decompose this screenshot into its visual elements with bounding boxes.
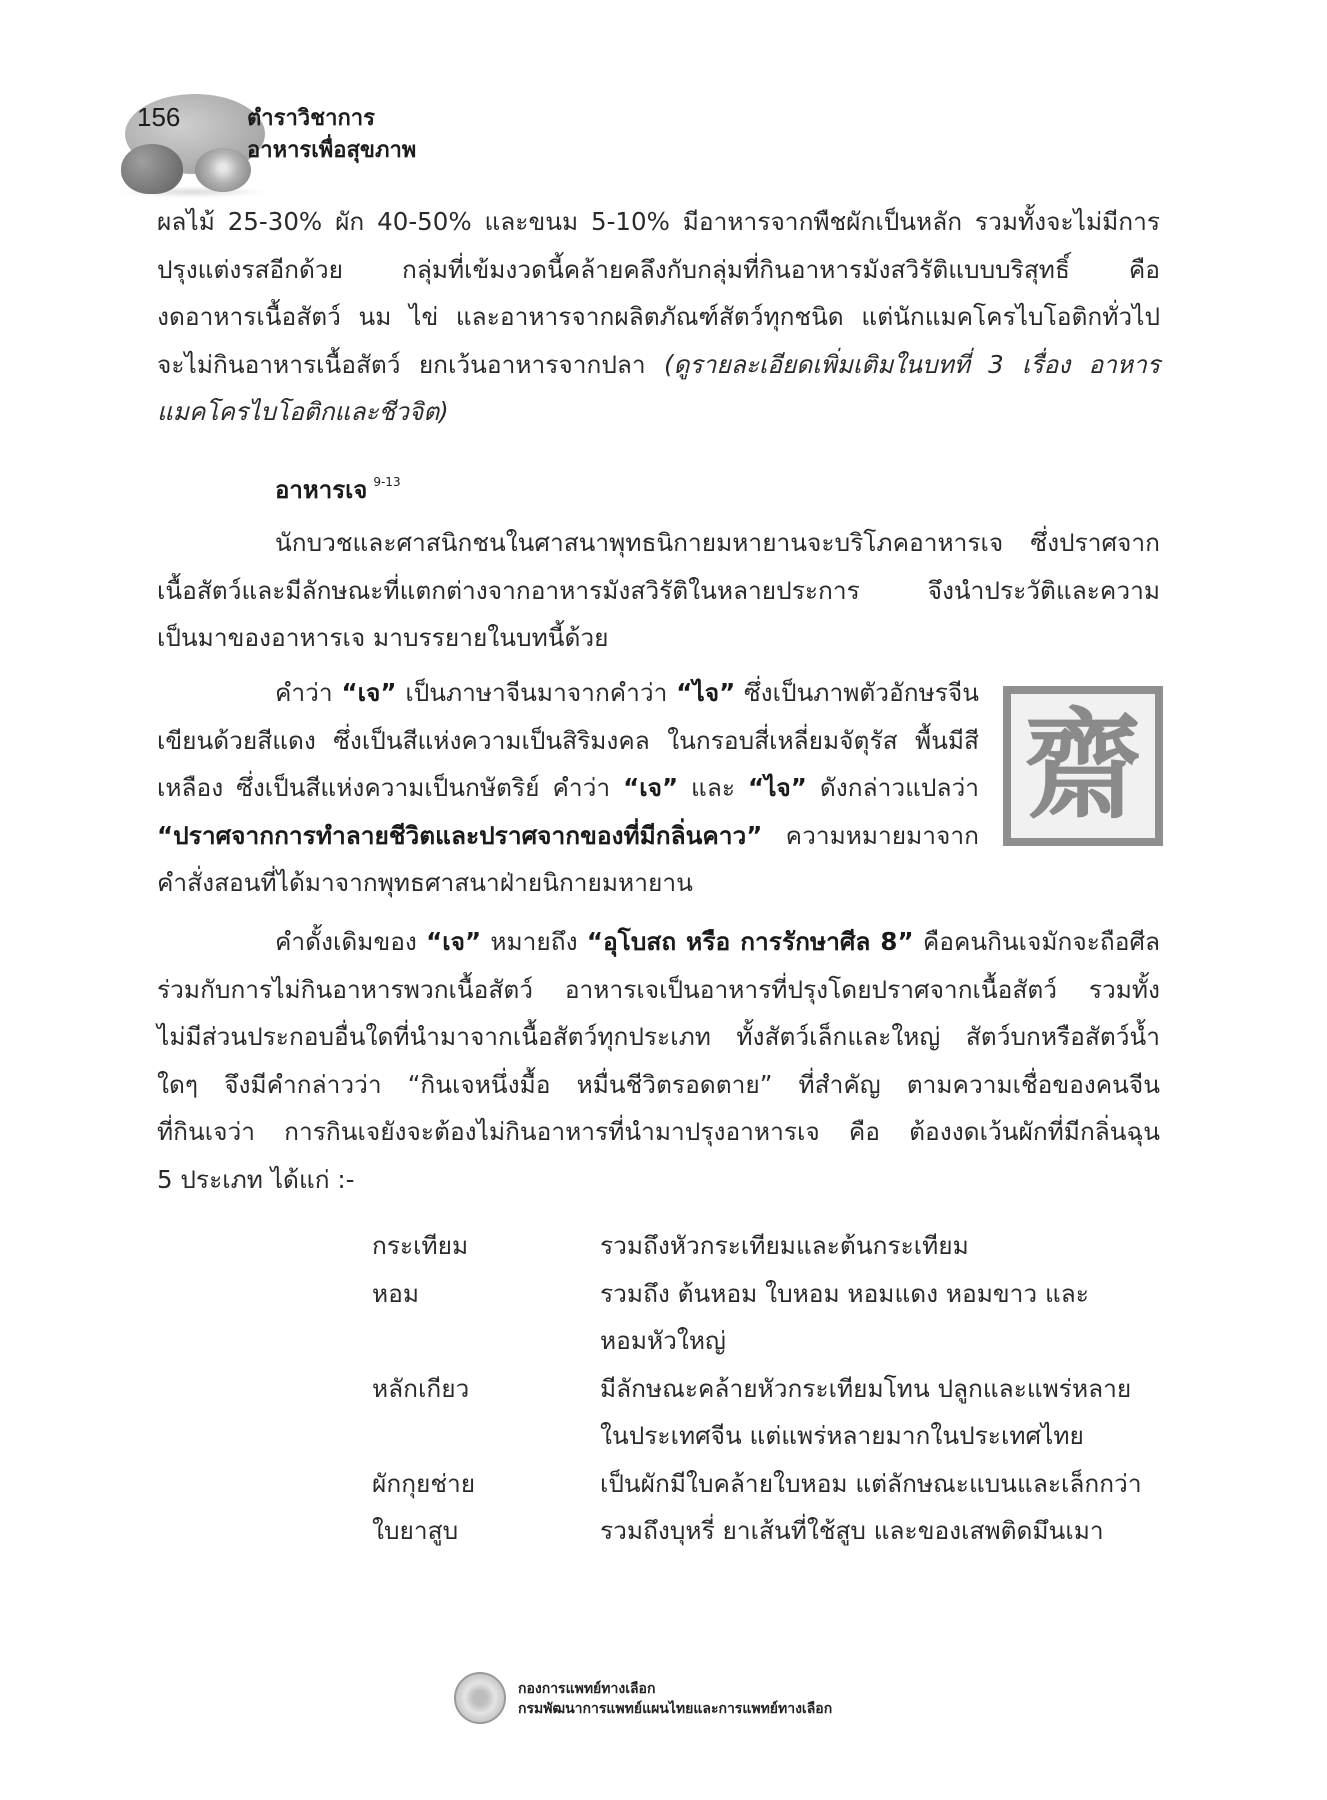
text-line: เนื้อสัตว์และมีลักษณะที่แตกต่างจากอาหารมังสวิรัติในหลายประการ จึงนำประวัติและความ <box>157 575 1160 605</box>
description-line: เป็นผักมีใบคล้ายใบหอม แต่ลักษณะแบนและเล็กกว่า <box>600 1468 1142 1498</box>
text-span: และ <box>678 773 748 802</box>
vegetable-term: ผักกุยช่าย <box>372 1468 476 1498</box>
description-line: รวมถึง ต้นหอม ใบหอม หอมแดง หอมขาว และ <box>600 1278 1089 1308</box>
page-number: 156 <box>137 102 181 132</box>
text-line <box>157 341 1160 389</box>
text-line: ที่กินเจว่า การกินเจยังจะต้องไม่กินอาหารที่นำมาปรุงอาหารเจ คือ ต้องงดเว้นผักที่มีกลิ่นฉุน <box>157 1117 1160 1146</box>
vegetable-description <box>600 1507 1180 1555</box>
list-item <box>372 1507 1180 1555</box>
text-line: ใดๆ จึงมีคำกล่าวว่า “กินเจหนึ่งมื้อ หมื่นชีวิตรอดตาย” ที่สำคัญ ตามความเชื่อของคนจีน <box>157 1069 1160 1099</box>
bold-definition: “ปราศจากการทำลายชีวิตและปราศจากของที่มีกลิ่นคาว” <box>157 820 763 850</box>
book-title-line2: อาหารเพื่อสุขภาพ <box>247 137 417 162</box>
text-span: ดังกล่าวแปลว่า <box>806 773 979 802</box>
bold-term: “เจ” <box>341 678 397 707</box>
text-line: นักบวชและศาสนิกชนในศาสนาพุทธนิกายมหายานจะบริโภคอาหารเจ ซึ่งปราศจาก <box>275 528 1160 557</box>
text-line: 5 ประเภท ได้แก่ :- <box>157 1164 355 1194</box>
text-span: ความหมายมาจาก <box>762 820 979 850</box>
list-item <box>372 1222 1180 1270</box>
book-title-line1: ตำราวิชาการ <box>247 105 375 130</box>
tomato-icon <box>121 144 183 194</box>
text-line: คำสั่งสอนที่ได้มาจากพุทธศาสนาฝ่ายนิกายมหายาน <box>157 868 693 897</box>
description-line: รวมถึงบุหรี่ ยาเส้นที่ใช้สูบ และของเสพติดมึนเมา <box>600 1516 1104 1545</box>
vegetable-term: หอม <box>372 1278 420 1308</box>
vegetable-description <box>600 1365 1180 1460</box>
reference-superscript: 9-13 <box>373 475 401 489</box>
department-seal-icon <box>454 1672 506 1724</box>
text-line <box>157 669 979 717</box>
bold-term: “ไจ” <box>748 773 807 802</box>
text-line: ผลไม้ 25-30% ผัก 40-50% และขนม 5-10% มีอาหารจากพืชผักเป็นหลัก รวมทั้งจะไม่มีการ <box>157 207 1160 236</box>
section-heading <box>275 470 401 509</box>
text-line <box>157 764 979 812</box>
text-line: ปรุงแต่งรสอีกด้วย กลุ่มที่เข้มงวดนี้คล้ายคลึงกับกลุ่มที่กินอาหารมังสวิรัติแบบบริสุทธิ์ คือ <box>157 254 1160 284</box>
vegetable-term: ใบยาสูบ <box>372 1516 459 1545</box>
bold-term: “ไจ” <box>676 678 736 707</box>
book-title <box>247 102 416 166</box>
chinese-character-figure <box>1003 686 1163 846</box>
paragraph-2 <box>157 669 979 907</box>
description-line: รวมถึงหัวกระเทียมและต้นกระเทียม <box>600 1231 969 1260</box>
list-item <box>372 1270 1180 1365</box>
bold-term: “เจ” <box>623 773 679 802</box>
text-span: คือคนกินเจมักจะถือศีล <box>913 927 1161 956</box>
vegetable-term: หลักเกียว <box>372 1373 470 1403</box>
list-item <box>372 1460 1180 1508</box>
character-frame <box>1011 694 1155 838</box>
description-line: มีลักษณะคล้ายหัวกระเทียมโทน ปลูกและแพร่หลาย <box>600 1373 1132 1403</box>
text-line: เป็นมาของอาหารเจ มาบรรยายในบทนี้ด้วย <box>157 623 609 652</box>
organization-line2: กรมพัฒนาการแพทย์แผนไทยและการแพทย์ทางเลือก <box>518 1700 833 1716</box>
intro-paragraph <box>157 198 1160 436</box>
text-line: งดอาหารเนื้อสัตว์ นม ไข่ และอาหารจากผลิตภัณฑ์สัตว์ทุกชนิด แต่นักแมคโครไบโอติกทั่วไป <box>157 302 1160 331</box>
section-heading-text: อาหารเจ <box>275 476 368 504</box>
organization-line1: กองการแพทย์ทางเลือก <box>518 1680 656 1696</box>
text-span: เป็นภาษาจีนมาจากคำว่า <box>396 678 677 707</box>
bold-term: “เจ” <box>426 927 482 956</box>
cross-reference-cont: แมคโครไบโอติกและชีวจิต) <box>157 397 449 426</box>
vegetable-description <box>600 1270 1180 1365</box>
text-line <box>157 918 1160 966</box>
text-line: ร่วมกับการไม่กินอาหารพวกเนื้อสัตว์ อาหารเจเป็นอาหารที่ปรุงโดยปราศจากเนื้อสัตว์ รวมทั้ง <box>157 974 1160 1004</box>
zhai-character-icon: 齋 <box>1023 697 1142 835</box>
vegetable-description <box>600 1460 1180 1508</box>
sliced-tomato-icon <box>195 148 251 192</box>
text-span: จะไม่กินอาหารเนื้อสัตว์ ยกเว้นอาหารจากปลา <box>157 349 664 379</box>
text-span: หมายถึง <box>481 927 587 956</box>
vegetable-term: กระเทียม <box>372 1231 469 1260</box>
bold-term: “อุโบสถ หรือ การรักษาศีล 8” <box>586 927 914 956</box>
list-item <box>372 1365 1180 1460</box>
paragraph-1 <box>157 519 1160 662</box>
page-footer <box>454 1672 832 1724</box>
organization-name <box>518 1678 832 1718</box>
text-line: ไม่มีส่วนประกอบอื่นใดที่นำมาจากเนื้อสัตว์ทุกประเภท ทั้งสัตว์เล็กและใหญ่ สัตว์บกหรือสัตว์น้ำ <box>157 1022 1160 1051</box>
description-line: ในประเทศจีน แต่แพร่หลายมากในประเทศไทย <box>600 1421 1084 1450</box>
text-span: ซึ่งเป็นภาพตัวอักษรจีน <box>735 678 979 707</box>
paragraph-3 <box>157 918 1160 1203</box>
vegetable-description <box>600 1222 1180 1270</box>
text-span: คำว่า <box>275 678 342 707</box>
description-line: หอมหัวใหญ่ <box>600 1326 726 1355</box>
text-span: คำดั้งเดิมของ <box>275 927 427 956</box>
cross-reference: (ดูรายละเอียดเพิ่มเติมในบทที่ 3 เรื่อง อาหาร <box>663 349 1160 379</box>
text-line: เขียนด้วยสีแดง ซึ่งเป็นสีแห่งความเป็นสิริมงคล ในกรอบสี่เหลี่ยมจัตุรัส พื้นมีสี <box>157 725 979 755</box>
text-span: เหลือง ซึ่งเป็นสีแห่งความเป็นกษัตริย์ คำว่า <box>157 773 624 802</box>
pungent-vegetable-list <box>372 1222 1180 1555</box>
page-header <box>115 82 535 192</box>
text-line <box>157 812 979 860</box>
